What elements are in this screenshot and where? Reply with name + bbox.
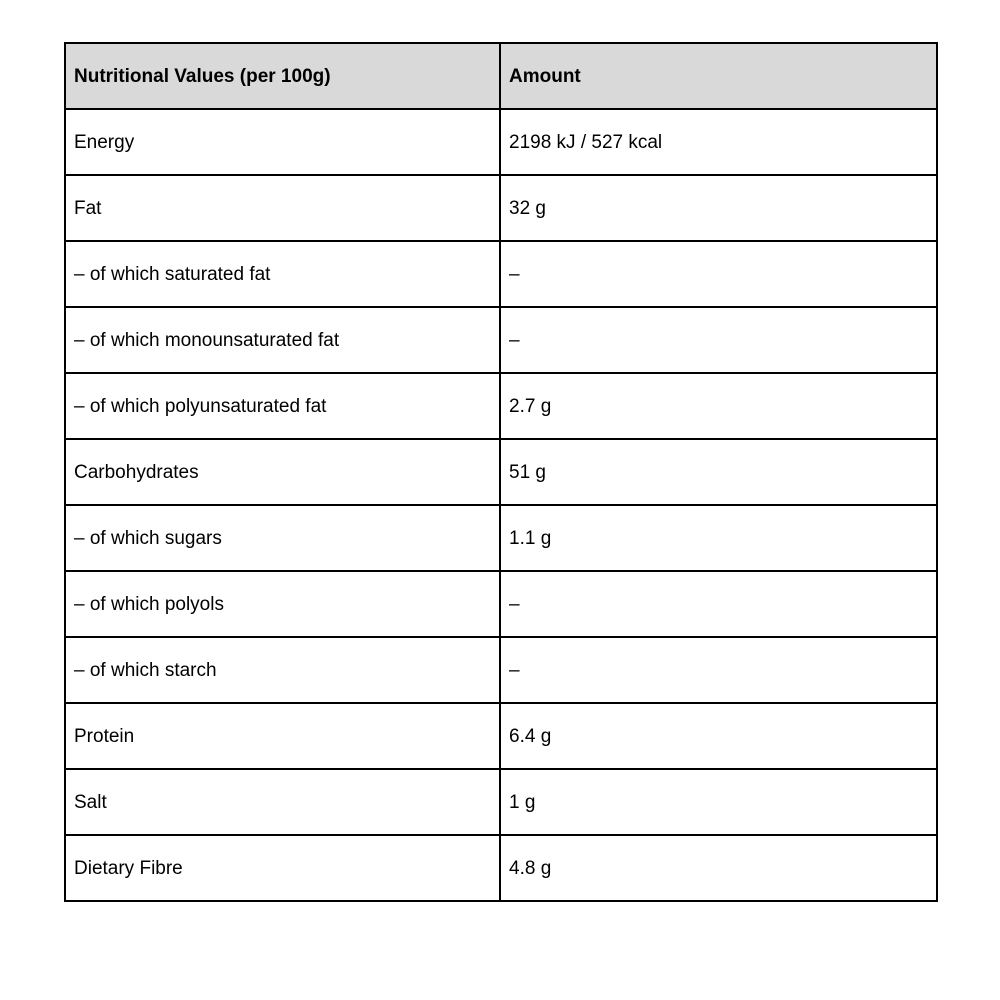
nutrient-cell: Energy xyxy=(65,109,500,175)
amount-cell: 2198 kJ / 527 kcal xyxy=(500,109,937,175)
nutrient-cell: – of which polyols xyxy=(65,571,500,637)
amount-cell: – xyxy=(500,241,937,307)
table-row xyxy=(65,571,937,637)
nutrient-cell: – of which saturated fat xyxy=(65,241,500,307)
table-row xyxy=(65,307,937,373)
amount-cell: 51 g xyxy=(500,439,937,505)
amount-cell: 4.8 g xyxy=(500,835,937,901)
nutrient-cell: – of which starch xyxy=(65,637,500,703)
nutrient-cell: – of which monounsaturated fat xyxy=(65,307,500,373)
nutrient-cell: – of which sugars xyxy=(65,505,500,571)
amount-cell: 2.7 g xyxy=(500,373,937,439)
nutrient-cell: Dietary Fibre xyxy=(65,835,500,901)
amount-cell: – xyxy=(500,571,937,637)
header-row xyxy=(65,43,937,109)
table-row xyxy=(65,373,937,439)
nutrient-cell: Fat xyxy=(65,175,500,241)
table-row xyxy=(65,637,937,703)
amount-cell: 1 g xyxy=(500,769,937,835)
amount-cell: 6.4 g xyxy=(500,703,937,769)
nutrient-cell: Protein xyxy=(65,703,500,769)
table-row xyxy=(65,505,937,571)
table-header xyxy=(65,43,937,109)
amount-cell: 32 g xyxy=(500,175,937,241)
header-amount: Amount xyxy=(500,43,937,109)
table-row xyxy=(65,241,937,307)
table-row xyxy=(65,109,937,175)
table-row xyxy=(65,769,937,835)
nutrient-cell: – of which polyunsaturated fat xyxy=(65,373,500,439)
table-row xyxy=(65,175,937,241)
header-nutrient: Nutritional Values (per 100g) xyxy=(65,43,500,109)
table-body xyxy=(65,109,937,901)
nutrition-table xyxy=(64,42,938,902)
amount-cell: – xyxy=(500,307,937,373)
nutrient-cell: Salt xyxy=(65,769,500,835)
nutrient-cell: Carbohydrates xyxy=(65,439,500,505)
table-row xyxy=(65,703,937,769)
amount-cell: – xyxy=(500,637,937,703)
table-row xyxy=(65,835,937,901)
table-row xyxy=(65,439,937,505)
amount-cell: 1.1 g xyxy=(500,505,937,571)
